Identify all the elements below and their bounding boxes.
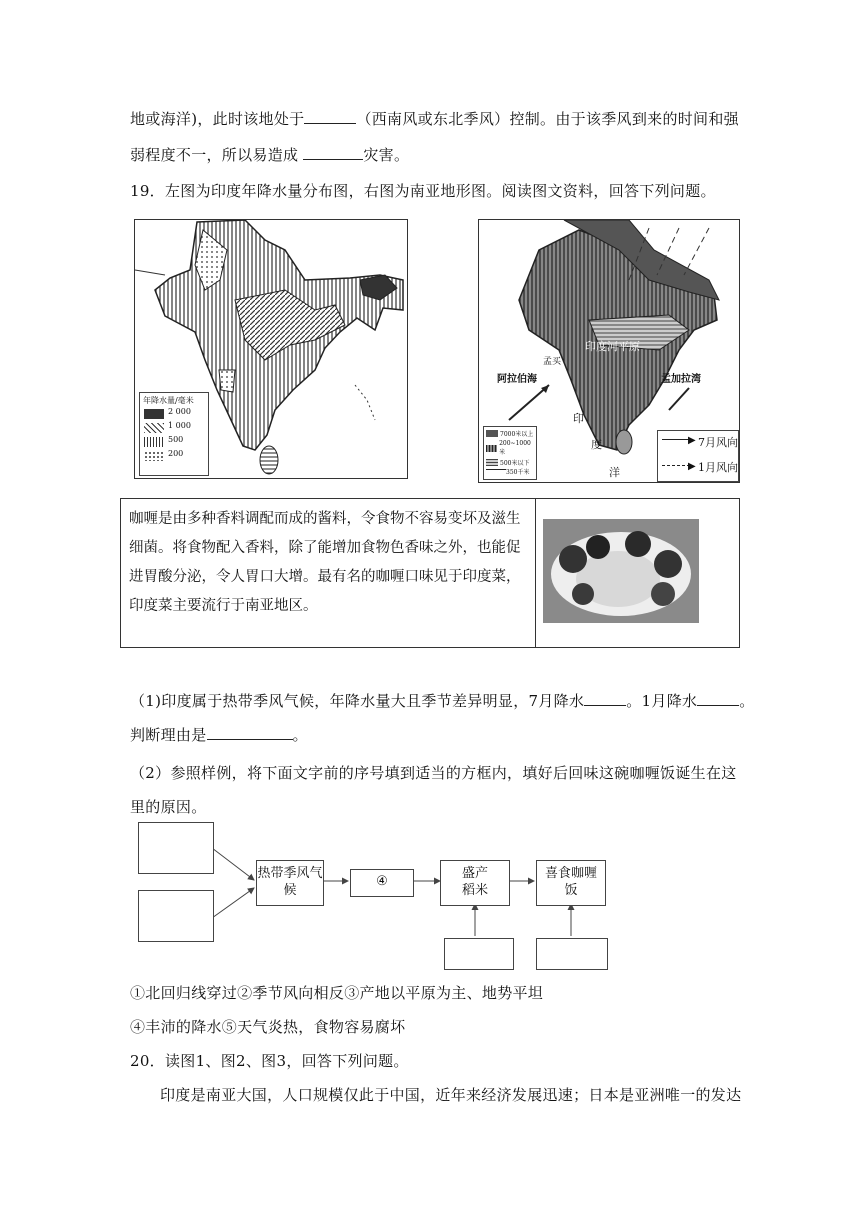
legend-swatches [144,409,164,469]
flow-box-curry: 喜食咖喱饭 [536,860,606,906]
text-segment: 灾害。 [363,146,410,164]
flow-empty-box-1[interactable] [138,822,214,874]
map-label-indus-plain: 印度河平原 [585,340,640,353]
answer-blank[interactable] [207,725,293,740]
map-label-arabian-sea: 阿拉伯海 [497,374,537,385]
wind-jan-label: 1月风向 [698,461,738,474]
flow-box-tropical-monsoon: 热带季风气候 [256,860,324,906]
map-label-bay-of-bengal: 孟加拉湾 [661,374,701,385]
flow-box-rice: 盛产稻米 [440,860,510,906]
text-segment: 弱程度不一，所以易造成 [130,146,304,164]
question-19: 19．左图为印度年降水量分布图，右图为南亚地形图。阅读图文资料，回答下列问题。 [130,182,716,200]
wind-legend: ▶ 7月风向 ▶ 1月风向 [657,430,739,482]
flow-empty-box-3[interactable] [444,938,514,970]
legend-title: 年降水量/毫米 [143,396,194,405]
question-19-1-reason [130,724,308,745]
legend-value: 500 [168,435,184,444]
india-precipitation-map [134,219,408,479]
wind-july-label: 7月风向 [698,436,738,449]
legend-value: 2 000 [168,407,191,416]
map-label-du: 度 [591,438,602,451]
flow-box-rainfall: ④ [350,869,414,897]
question-20-text: 印度是南亚大国，人口规模仅此于中国，近年来经济发展迅速；日本是亚洲唯一的发达 [160,1086,742,1104]
map-label-yin: 印 [573,412,584,425]
legend-value: 500米以下 [500,460,530,467]
text-segment: （1)印度属于热带季风气候，年降水量大且季节差异明显，7月降水 [130,692,585,710]
options-line-1: ①北回归线穿过②季节风向相反③产地以平原为主、地势平坦 [130,984,544,1002]
question-19-2: （2）参照样例，将下面文字前的序号填到适当的方框内，填好后回味这碗咖喱饭诞生在这 [130,764,737,782]
text-segment: 地或海洋)，此时该地处于 [130,110,305,128]
question-19-2-cont: 里的原因。 [130,798,207,816]
curry-info-table [120,498,740,648]
text-segment: 。1月降水 [626,692,698,710]
text-segment: 。 [739,692,755,710]
answer-blank[interactable] [697,691,739,706]
answer-blank[interactable] [303,145,363,160]
map-label-mumbai: 孟买 [543,357,562,367]
scale-label: 350千米 [506,469,530,476]
south-asia-terrain-map [478,219,740,483]
text-line-2 [130,144,409,165]
legend-value: 200 [168,449,184,458]
text-segment: 判断理由是 [130,726,207,744]
map-label-yang: 洋 [609,466,620,479]
text-segment: 。 [292,726,308,744]
question-20: 20．读图1、图2、图3，回答下列问题。 [130,1052,409,1070]
question-19-1 [130,690,755,711]
answer-blank[interactable] [584,691,626,706]
table-divider [535,499,536,647]
precipitation-legend [139,392,209,476]
flow-empty-box-4[interactable] [536,938,608,970]
flow-empty-box-2[interactable] [138,890,214,942]
curry-rice-photo [543,519,699,623]
legend-value: 200~1000米 [499,440,531,456]
answer-blank[interactable] [304,109,356,124]
terrain-legend [483,426,537,480]
legend-value: 7000米以上 [500,431,534,438]
text-line-1 [130,108,739,129]
text-segment: （西南风或东北季风）控制。由于该季风到来的时间和强 [356,110,739,128]
legend-value: 1 000 [168,421,191,430]
options-line-2: ④丰沛的降水⑤天气炎热，食物容易腐坏 [130,1018,406,1036]
curry-description: 咖喱是由多种香料调配而成的酱料，令食物不容易变坏及滋生细菌。将食物配入香料，除了能增加食物色香味之外，也能促进胃酸分泌，令人胃口大增。最有名的咖喱口味见于印度菜，印度菜主要流行于南亚地区。 [129,511,521,614]
